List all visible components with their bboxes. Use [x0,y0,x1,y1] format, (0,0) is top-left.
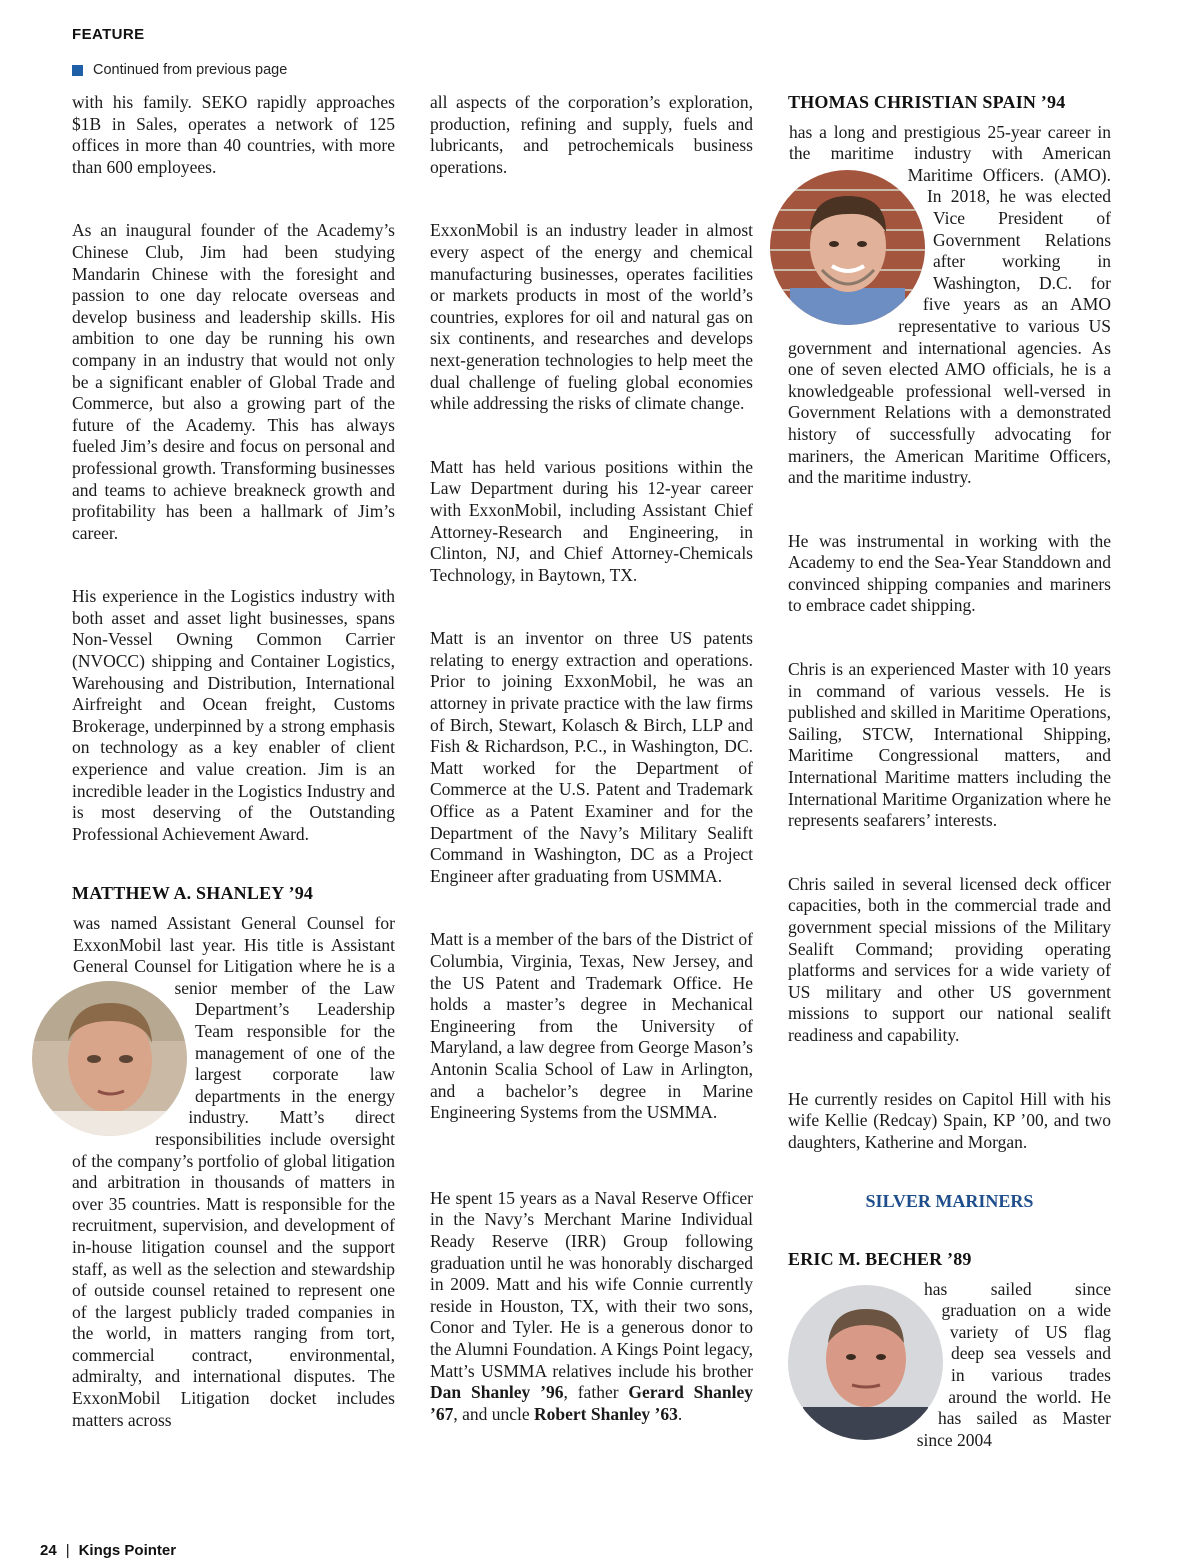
paragraph-text: , and uncle [453,1403,534,1424]
section-kicker: FEATURE [72,26,145,43]
paragraph: Matt has held various positions within the Law Department during his 12-year career with ExxonMobil, including Assistant Chief Attorney-Research and Engineering, in Clinton, NJ, and Chief Attorney-Chemicals Technology, in Baytown, TX. [430,456,753,585]
section-heading: SILVER MARINERS [865,1191,1034,1212]
portrait-photo-shanley [32,981,187,1136]
portrait-image [770,170,925,325]
page-number: 24 [40,1542,57,1559]
relative-name: Robert Shanley ’63 [534,1403,678,1424]
relative-name: Gerard Shanley ’67 [430,1382,753,1424]
blue-square-icon [72,65,83,76]
publication-name: Kings Pointer [78,1542,177,1559]
paragraph [788,122,1111,489]
article-column-1 [72,92,395,1431]
paragraph: Chris is an experienced Master with 10 years in command of various vessels. He is published and skilled in Maritime Operations, Sailing, STCW, International Shipping, Maritime Congressional matters, and International Maritime matters including the International Maritime Organization where he represents seafarers’ interests. [788,659,1111,831]
paragraph-text: , father [563,1382,629,1403]
paragraph: Matt is a member of the bars of the District of Columbia, Virginia, Texas, New Jersey, and the US Patent and Trademark Office. He holds a master’s degree in Mechanical Engineering from the University of Maryland, a law degree from George Mason’s Antonin Scalia School of Law in Arlington, and a bachelor’s degree in Marine Engineering Systems from the USMMA. [430,929,753,1123]
article-column-3 [788,92,1111,1451]
portrait-image [32,981,187,1136]
paragraph: all aspects of the corporation’s exploration, production, refining and supply, fuels and lubricants, and petrochemicals business operations. [430,92,753,177]
honoree-name: MATTHEW A. SHANLEY ’94 [72,883,314,904]
portrait-image [788,1285,943,1440]
paragraph: with his family. SEKO rapidly approaches $1B in Sales, operates a network of 125 offices in more than 40 countries, with more than 600 employees. [72,92,395,177]
paragraph [788,1279,1111,1452]
paragraph [430,1188,753,1426]
paragraph-text: He spent 15 years as a Naval Reserve Officer in the Navy’s Merchant Marine Individual Ready Reserve (IRR) Group following graduation until he was honorably discharged in 2009. Matt and his wife Connie currently reside in Houston, TX, with their two sons, Conor and Tyler. He is a generous donor to the Alumni Foundation. A Kings Point legacy, Matt’s USMMA relatives include his brother [430,1187,753,1381]
paragraph-text: has a long and prestigious 25-year career in the maritime industry with American Maritime Officers. (AMO). In 2018, he was elected Vice President of Government Relations after working in Washington, D.C. for five years as an AMO representative to various US government and international agencies. As one of seven elected AMO officials, he is a knowledgeable professional well-versed in Government Relations with a demonstrated history of successfully advocating for mariners, the American Maritime Officers, and the maritime industry. [788,121,1111,488]
continued-text: Continued from previous page [93,62,288,78]
continued-note [72,62,287,78]
article-column-2 [430,92,753,1425]
honoree-name: THOMAS CHRISTIAN SPAIN ’94 [788,92,1066,112]
paragraph [72,913,395,1431]
paragraph: He currently resides on Capitol Hill with his wife Kellie (Redcay) Spain, KP ’00, and two daughters, Katherine and Morgan. [788,1088,1111,1152]
paragraph: Matt is an inventor on three US patents relating to energy extraction and operations. Prior to joining ExxonMobil, he was an attorney in private practice with the law firms of Birch, Stewart, Kolasch & Birch, LLP and Fish & Richardson, P.C., in Washington, DC. Matt worked for the Department of Commerce at the U.S. Patent and Trademark Office as a Patent Examiner and for the Department of the Navy’s Military Sealift Command in Washington, DC as a Project Engineer after graduating from USMMA. [430,628,753,886]
footer-separator: | [65,1542,70,1559]
relative-name: Dan Shanley ’96 [430,1382,564,1403]
paragraph: His experience in the Logistics industry with both asset and asset light businesses, spans Non-Vessel Owning Common Carrier (NVOCC) shipping and Container Logistics, Warehousing and Distribution, International Airfreight and Ocean freight, Customs Brokerage, underpinned by a strong emphasis on technology as a key enabler of client experience and value creation. Jim is an incredible leader in the Logistics Industry and is most deserving of the Outstanding Professional Achievement Award. [72,586,395,844]
paragraph: ExxonMobil is an industry leader in almost every aspect of the energy and chemical manufacturing businesses, operates facilities or markets products in most of the world’s countries, explores for oil and natural gas on six continents, and researches and develops next-generation technologies to help meet the dual challenge of fueling global economies while addressing the risks of climate change. [430,220,753,414]
portrait-photo-spain [770,170,925,325]
paragraph-text: . [677,1403,683,1424]
honoree-name: ERIC M. BECHER ’89 [788,1248,972,1269]
paragraph: As an inaugural founder of the Academy’s Chinese Club, Jim had been studying Mandarin Chinese with the foresight and passion to one day relocate overseas and develop business and leadership skills. His ambition to one day be running his own company in an industry that would not only be a significant enabler of Global Trade and Commerce, but also a growing part of the future of the Academy. This has always fueled Jim’s desire and focus on personal and professional growth. Transforming businesses and teams to achieve breakneck growth and profitability has been a hallmark of Jim’s career. [72,220,395,543]
page-footer [40,1542,176,1559]
paragraph-text: was named Assistant General Counsel for ExxonMobil last year. His title is Assistant General Counsel for Litigation where he is a senior member of the Law Department’s Leadership Team responsible for the management of one of the largest corporate law departments in the energy industry. Matt’s direct responsibilities include oversight of the company’s portfolio of global litigation and arbitration in thousands of matters in over 35 countries. Matt is responsible for the recruitment, supervision, and development of in-house litigation counsel and the support staff, as well as the selection and stewardship of outside counsel retained to represent one of the largest publicly traded companies in the world, in matters ranging from tort, commercial contract, environmental, admiralty, and international disputes. The ExxonMobil Litigation docket includes matters across [72,913,395,1430]
paragraph-text: has sailed since graduation on a wide variety of US flag deep sea vessels and in various trades around the world. He has sailed as Master since 2004 [916,1278,1111,1450]
paragraph: He was instrumental in working with the Academy to end the Sea-Year Standdown and convinced shipping companies and mariners to embrace cadet shipping. [788,530,1111,616]
portrait-photo-becher [788,1285,943,1440]
paragraph: Chris sailed in several licensed deck officer capacities, both in the commercial trade and government special missions of the Military Sealift Command; providing operating platforms and services for a wide variety of US military and other US government missions to support our national sealift readiness and capability. [788,873,1111,1045]
